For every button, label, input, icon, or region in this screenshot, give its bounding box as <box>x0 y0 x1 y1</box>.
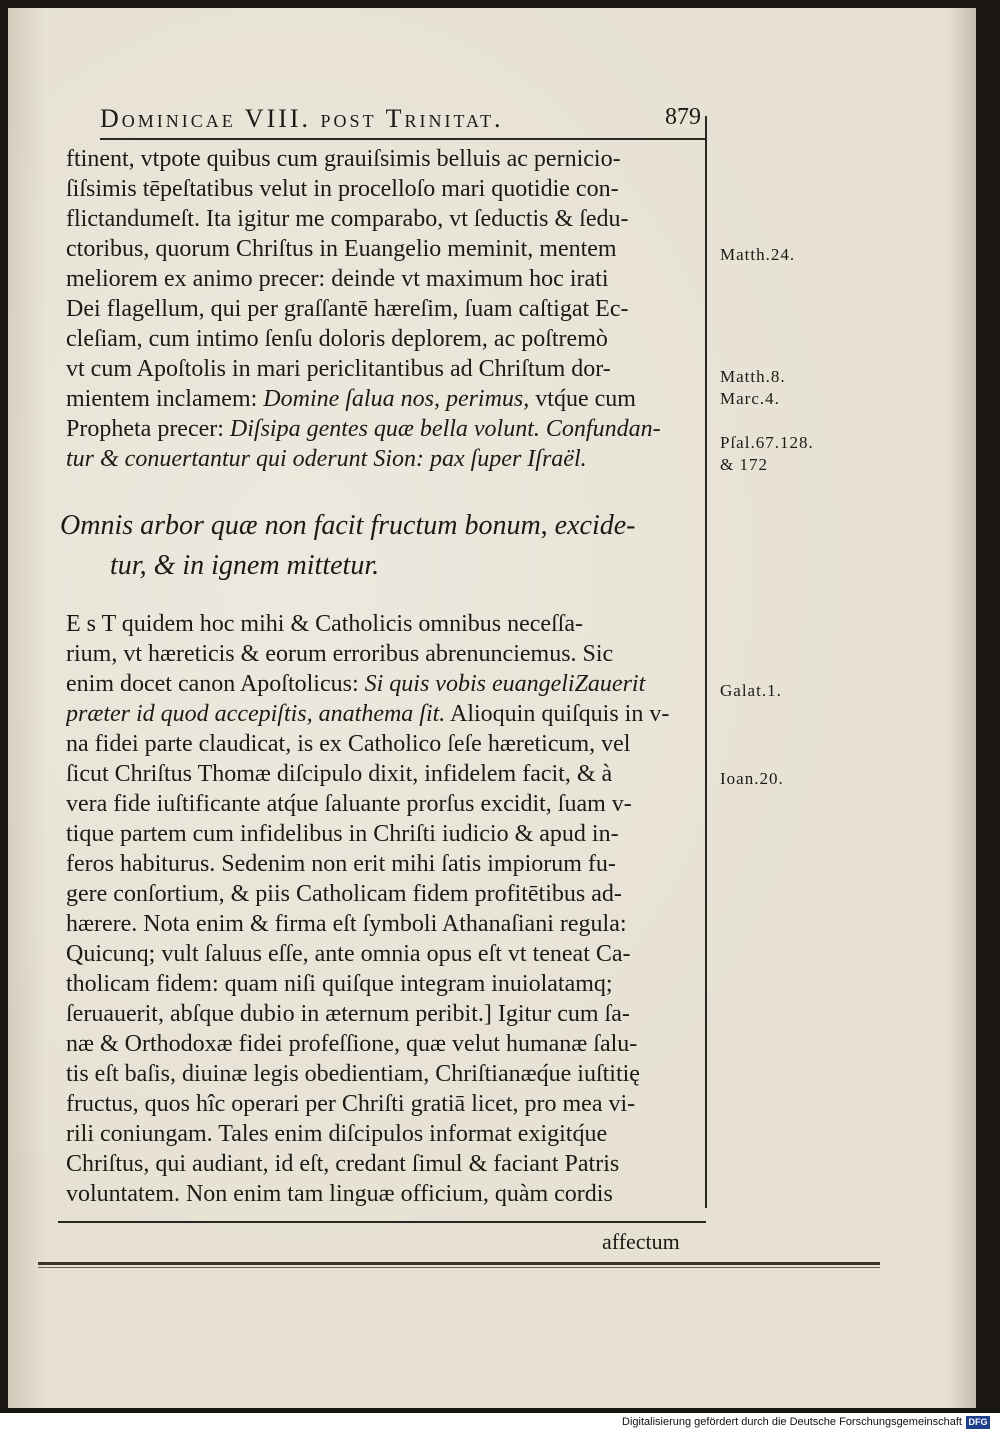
text-line: ſiſsimis tēpeſtatibus velut in procelloſo mari quotidie con- <box>66 176 619 202</box>
text-line: tis eſt baſis, diuinæ legis obedientiam, Chriſtianæq́ue iuſtitię <box>66 1061 640 1087</box>
text-roman: Propheta precer: <box>66 416 230 442</box>
text-line <box>66 414 696 444</box>
dfg-logo: DFG <box>966 1416 990 1429</box>
text-line: cleſiam, cum intimo ſenſu doloris deplorem, ac poſtremò <box>66 326 608 352</box>
text-italic: Domine ſalua nos, perimus, <box>263 386 530 412</box>
text-line: voluntatem. Non enim tam linguæ officium, quàm cordis <box>66 1181 613 1207</box>
digitization-credit: Digitalisierung gefördert durch die Deutsche Forschungsgemeinschaft <box>622 1416 962 1428</box>
text-line: Chriſtus, qui audiant, id eſt, credant ſimul & faciant Patris <box>66 1151 620 1177</box>
text-italic: Diſsipa gentes quæ bella volunt. Confundan- <box>229 416 661 442</box>
marginal-note: Matth.8. <box>720 367 786 386</box>
text-italic: Si quis vobis euangeliZauerit <box>364 671 646 697</box>
text-line: vt cum Apoſtolis in mari periclitantibus ad Chriſtum dor- <box>66 356 611 382</box>
section-heading-line2: tur, & in ignem mittetur. <box>110 550 380 581</box>
text-line: tholicam fidem: quam niſi quiſque integram inuiolatamq; <box>66 971 613 997</box>
text-line <box>66 669 696 699</box>
credit-bar <box>0 1413 1000 1433</box>
text-line: tur & conuertantur qui oderunt Sion: pax ſuper Iſraël. <box>66 446 587 472</box>
text-roman: enim docet canon Apoſtolicus: <box>66 671 365 697</box>
text-line: E s T quidem hoc mihi & Catholicis omnibus neceſſa- <box>66 611 584 637</box>
marginal-note: Ioan.20. <box>720 769 784 788</box>
text-line: vera fide iuſtificante atq́ue ſaluante prorſus excidit, ſuam v- <box>66 791 632 817</box>
text-line: Quicunq; vult ſaluus eſſe, ante omnia opus eſt vt teneat Ca- <box>66 941 631 967</box>
running-title: Dominicae VIII. post Trinitat. <box>100 104 504 133</box>
text-line: fructus, quos hîc operari per Chriſti gratiā licet, pro mea vi- <box>66 1091 636 1117</box>
text-line <box>66 384 696 414</box>
text-line: hærere. Nota enim & firma eſt ſymboli Athanaſiani regula: <box>66 911 627 937</box>
text-roman: mientem inclamem: <box>66 386 264 412</box>
running-head <box>100 104 705 140</box>
margin-rule <box>705 116 707 1208</box>
marginal-note: Matth.24. <box>720 245 796 264</box>
page-number: 879 <box>665 104 701 130</box>
text-line <box>66 699 696 729</box>
text-line: meliorem ex animo precer: deinde vt maximum hoc irati <box>66 266 609 292</box>
text-line: rili coniungam. Tales enim diſcipulos informat exigitq́ue <box>66 1121 608 1147</box>
catchword: affectum <box>602 1229 680 1254</box>
text-roman: Alioquin quiſquis in v- <box>445 701 670 727</box>
footer-rule <box>38 1262 880 1265</box>
footer-rule-thin <box>38 1267 880 1268</box>
text-line: ſeruauerit, abſque dubio in æternum peribit.] Igitur cum ſa- <box>66 1001 630 1027</box>
text-line: rium, vt hæreticis & eorum erroribus abrenunciemus. Sic <box>66 641 614 667</box>
marginal-note: & 172 <box>720 455 768 474</box>
marginal-note: Galat.1. <box>720 681 782 700</box>
text-roman: vtq́ue cum <box>529 386 636 412</box>
text-bottom-rule <box>58 1221 706 1223</box>
text-line: ſicut Chriſtus Thomæ diſcipulo dixit, infidelem facit, & à <box>66 761 613 787</box>
section-heading-line1: Omnis arbor quæ non facit fructum bonum, excide- <box>60 510 636 541</box>
marginal-note: Marc.4. <box>720 389 780 408</box>
text-line: feros habiturus. Sedenim non erit mihi ſatis impiorum fu- <box>66 851 616 877</box>
text-line: ctoribus, quorum Chriſtus in Euangelio meminit, mentem <box>66 236 617 262</box>
text-line: tique partem cum infidelibus in Chriſti iudicio & apud in- <box>66 821 619 847</box>
text-line: gere conſortium, & piis Catholicam fidem profitētibus ad- <box>66 881 622 907</box>
text-line: ftinent, vtpote quibus cum grauiſsimis belluis ac pernicio- <box>66 146 621 172</box>
marginal-note: Pſal.67.128. <box>720 433 814 452</box>
text-line: na fidei parte claudicat, is ex Catholico ſeſe hæreticum, vel <box>66 731 631 757</box>
text-line: flictandumeſt. Ita igitur me comparabo, vt ſeductis & ſedu- <box>66 206 629 232</box>
text-italic: præter id quod accepiſtis, anathema ſit. <box>66 701 446 727</box>
book-page <box>8 8 976 1408</box>
text-line: Dei flagellum, qui per graſſantē hæreſim, ſuam caſtigat Ec- <box>66 296 629 322</box>
text-line: næ & Orthodoxæ fidei profeſſione, quæ velut humanæ ſalu- <box>66 1031 638 1057</box>
